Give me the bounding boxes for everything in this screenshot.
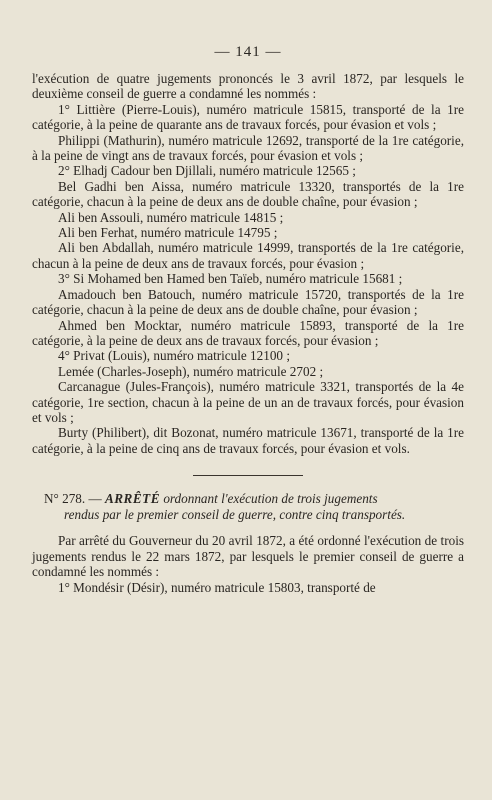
paragraph: 4° Privat (Louis), numéro matricule 12100 ; — [58, 348, 290, 364]
paragraph: 2° Elhadj Cadour ben Djillali, numéro matricule 12565 ; — [58, 163, 356, 179]
arrete-number: N° 278. — — [44, 491, 102, 507]
paragraph: Ali ben Ferhat, numéro matricule 14795 ; — [58, 225, 278, 241]
paragraph: 1° Mondésir (Désir), numéro matricule 15803, transporté de — [58, 579, 376, 595]
paragraphs-bottom — [32, 533, 464, 595]
paragraph: Philippi (Mathurin), numéro matricule 12692, transporté de la 1re catégorie, à la peine de vingt ans de travaux forcés, pour évasion et vols ; — [32, 132, 464, 164]
paragraphs-top — [32, 71, 464, 456]
paragraph: Amadouch ben Batouch, numéro matricule 15720, transportés de la 1re catégorie, chacun à la peine de deux ans de double chaîne, pour évasion ; — [32, 286, 464, 318]
paragraph: 1° Littière (Pierre-Louis), numéro matricule 15815, transporté de la 1re catégorie, à la peine de quarante ans de travaux forcés, pour évasion et vols ; — [32, 101, 464, 133]
paragraph: l'exécution de quatre jugements prononcés le 3 avril 1872, par lesquels le deuxième conseil de guerre a condamné les nommés : — [32, 71, 464, 102]
paragraph: Ali ben Abdallah, numéro matricule 14999, transportés de la 1re catégorie, chacun à la peine de deux ans de travaux forcés, pour évasion ; — [32, 240, 464, 271]
paragraph: Burty (Philibert), dit Bozonat, numéro matricule 13671, transporté de la 1re catégorie, à la peine de cinq ans de travaux forcés, pour évasion et vols. — [32, 425, 464, 456]
arrete-heading: ordonnant l'exécution de trois jugements — [163, 491, 378, 507]
paragraph: Par arrêté du Gouverneur du 20 avril 1872, a été ordonné l'exécution de trois jugements rendus le 22 mars 1872, par lesquels le premier conseil de guerre a condamné les nommés : — [32, 533, 464, 580]
paragraph: 3° Si Mohamed ben Hamed ben Taïeb, numéro matricule 15681 ; — [58, 271, 403, 287]
paragraph: Lemée (Charles-Joseph), numéro matricule 2702 ; — [58, 363, 324, 379]
page-number: — 141 — — [214, 44, 282, 60]
paragraph: Ali ben Assouli, numéro matricule 14815 ; — [58, 209, 284, 225]
arrete-heading-cont: rendus par le premier conseil de guerre, contre cinq transportés. — [64, 506, 406, 522]
section-divider — [193, 475, 303, 476]
paragraph: Bel Gadhi ben Aissa, numéro matricule 13320, transportés de la 1re catégorie, chacun à la peine de deux ans de double chaîne, pour évasion ; — [32, 178, 464, 210]
paragraph: Ahmed ben Mocktar, numéro matricule 15893, transporté de la 1re catégorie, à la peine de deux ans de travaux forcés, pour évasion ; — [32, 317, 464, 348]
arrete-caps: ARRÊTÉ — [104, 491, 161, 507]
paragraph: Carcanague (Jules-François), numéro matricule 3321, transportés de la 4e catégorie, 1re section, chacun à la peine de un an de travaux forcés, pour évasion et vols ; — [32, 379, 464, 425]
arrete-title — [32, 491, 464, 522]
